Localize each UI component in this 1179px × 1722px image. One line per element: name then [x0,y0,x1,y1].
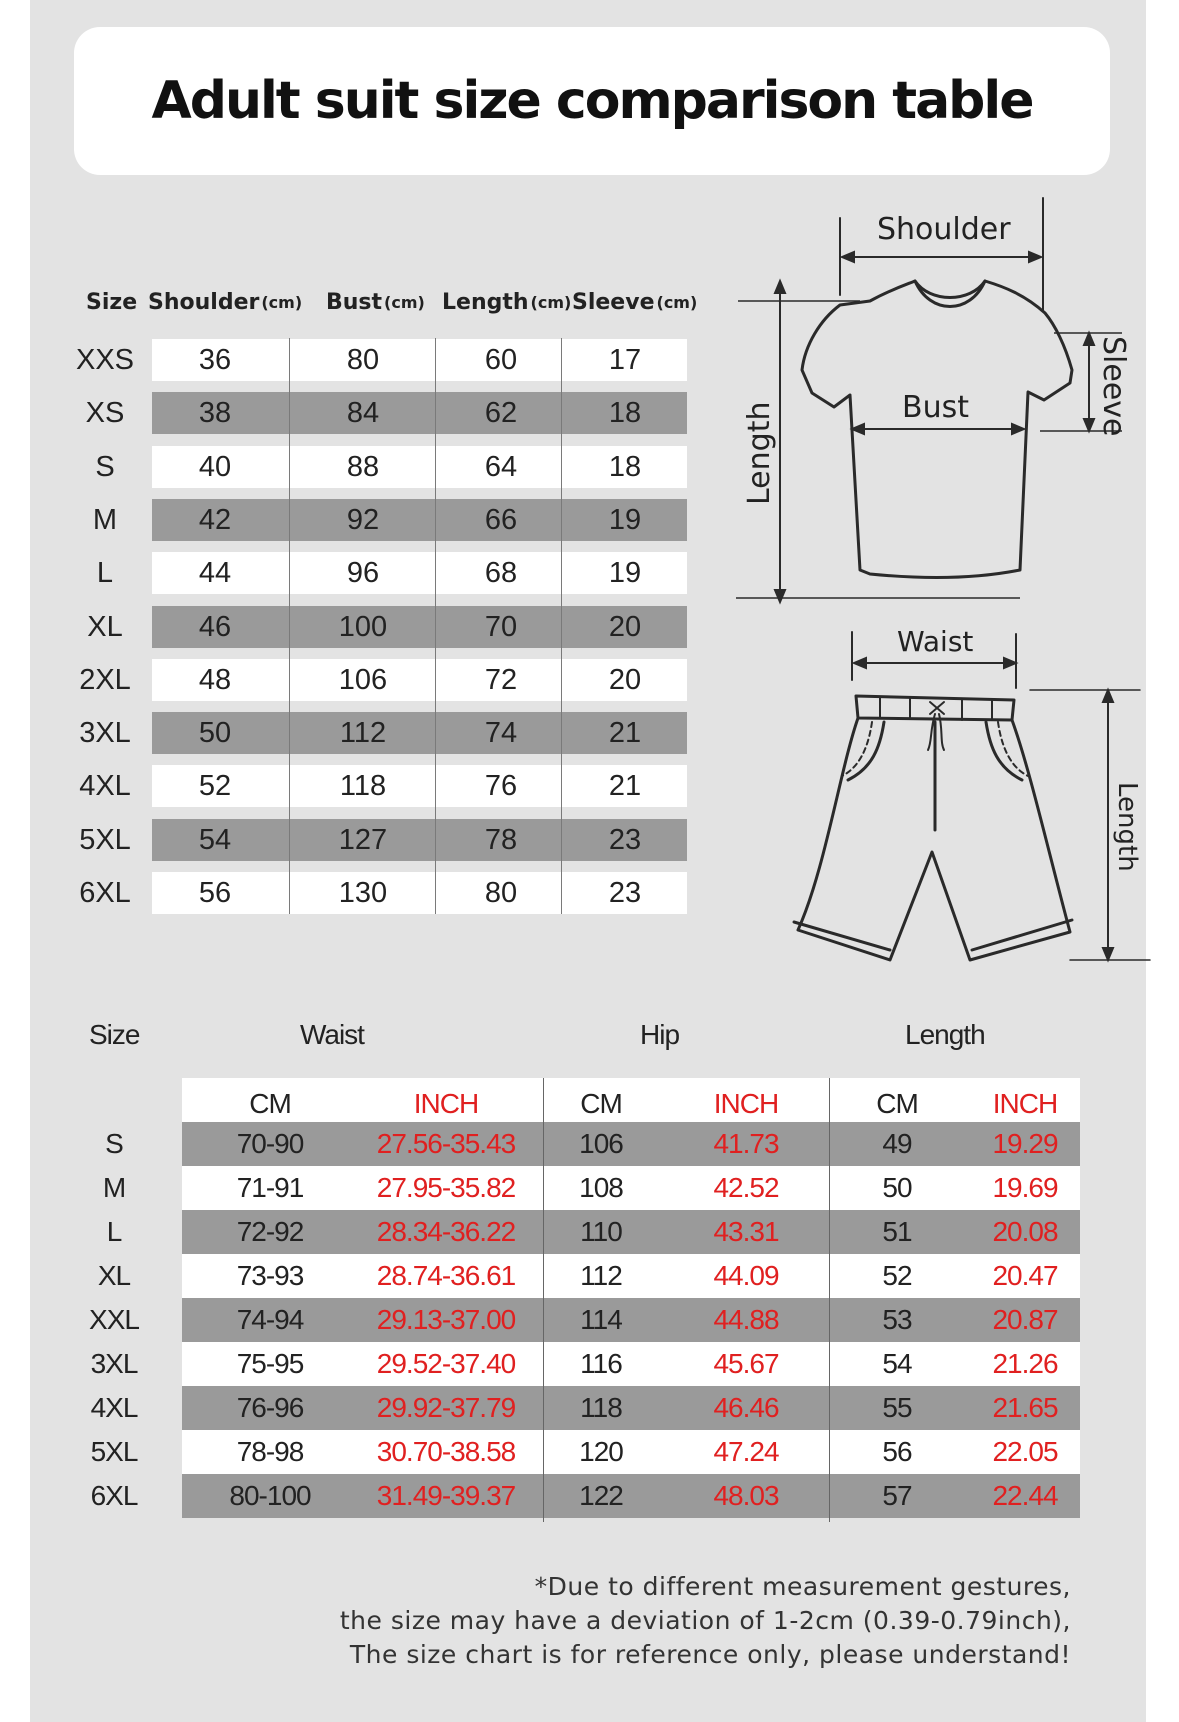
table-cell-sleeve: 23 [608,824,642,856]
table-cell-length-cm: 50 [882,1172,912,1203]
table-cell-waist-inch: 30.70-38.58 [376,1436,516,1467]
note-line: the size may have a deviation of 1-2cm (0.39-0.79inch), [339,1606,1071,1635]
header-label: Length [442,289,529,315]
unit-header: CM [876,1088,918,1119]
table-cell-hip-cm: 112 [580,1260,622,1291]
row-size-label: 3XL [79,717,131,749]
header-unit: (cm) [656,292,698,312]
table-cell-waist-cm: 72-92 [236,1216,304,1247]
disclaimer-note [340,1570,1071,1672]
column-divider [289,338,290,914]
table-cell-waist-inch: 31.49-39.37 [376,1480,516,1511]
table-cell-hip-inch: 46.46 [713,1392,779,1423]
table-cell-length: 76 [484,770,518,802]
table-cell-length: 68 [484,557,518,589]
table-cell-hip-cm: 116 [580,1348,622,1379]
header-label: Sleeve [572,289,655,315]
row-size-label: XXL [89,1304,139,1335]
table-cell-waist-cm: 74-94 [236,1304,304,1335]
table-cell-bust: 92 [346,504,380,536]
table-cell-waist-inch: 27.95-35.82 [376,1172,516,1203]
note-line: *Due to different measurement gestures, [534,1572,1071,1601]
row-size-label: XL [87,611,123,643]
column-divider [435,338,436,914]
table-cell-hip-cm: 106 [579,1128,623,1159]
top-table-header [326,281,425,323]
table-cell-length-cm: 53 [882,1304,912,1335]
table-cell-sleeve: 20 [608,664,642,696]
table-cell-bust: 106 [338,664,388,696]
table-cell-shoulder: 44 [198,557,232,589]
row-size-label: XL [97,1260,131,1291]
table-cell-length: 62 [484,397,518,429]
table-cell-waist-cm: 71-91 [236,1172,304,1203]
row-size-label: XS [85,397,125,429]
row-size-label: M [102,1172,126,1203]
table-cell-length: 70 [484,611,518,643]
header-label: Shoulder [148,289,260,315]
table-cell-shoulder: 40 [198,451,232,483]
row-size-label: XXS [75,344,135,376]
unit-header: INCH [413,1088,479,1119]
group-header: Length [905,1019,985,1050]
table-cell-sleeve: 21 [608,717,642,749]
table-cell-sleeve: 21 [608,770,642,802]
table-cell-length-inch: 21.26 [992,1348,1058,1379]
table-cell-sleeve: 19 [608,504,642,536]
table-cell-waist-inch: 29.52-37.40 [376,1348,516,1379]
header-label: Bust [326,289,383,315]
table-cell-waist-cm: 76-96 [236,1392,304,1423]
table-cell-waist-inch: 28.34-36.22 [376,1216,516,1247]
shirt-length-label: Length [742,401,777,505]
table-cell-waist-inch: 29.13-37.00 [376,1304,516,1335]
row-size-label: 3XL [90,1348,138,1379]
sleeve-label: Sleeve [1096,336,1131,437]
table-cell-waist-cm: 80-100 [229,1480,311,1511]
table-cell-shoulder: 38 [198,397,232,429]
table-cell-length-cm: 49 [882,1128,912,1159]
shoulder-label: Shoulder [877,212,1011,247]
table-cell-length-cm: 51 [882,1216,912,1247]
table-cell-shoulder: 52 [198,770,232,802]
table-cell-length-inch: 22.05 [992,1436,1058,1467]
table-cell-length-cm: 54 [882,1348,912,1379]
top-table-header [572,281,697,323]
table-cell-length: 74 [484,717,518,749]
row-size-label: 6XL [90,1480,138,1511]
table-cell-sleeve: 17 [608,344,642,376]
table-cell-hip-cm: 108 [579,1172,623,1203]
header-unit: (cm) [530,292,572,312]
row-size-label: L [96,557,114,589]
table-cell-waist-cm: 75-95 [236,1348,304,1379]
table-cell-length-inch: 20.08 [992,1216,1058,1247]
table-cell-waist-cm: 78-98 [236,1436,304,1467]
table-cell-bust: 96 [346,557,380,589]
table-cell-waist-cm: 70-90 [236,1128,304,1159]
table-cell-sleeve: 23 [608,877,642,909]
table-cell-bust: 112 [339,717,387,749]
column-divider [543,1078,544,1522]
table-cell-bust: 84 [346,397,380,429]
table-cell-bust: 100 [338,611,388,643]
table-cell-sleeve: 19 [608,557,642,589]
table-cell-length-inch: 19.29 [992,1128,1058,1159]
table-cell-length: 66 [484,504,518,536]
row-size-label: 2XL [79,664,131,696]
table-cell-hip-cm: 122 [579,1480,623,1511]
shorts-diagram [780,630,1160,975]
table-cell-bust: 127 [338,824,388,856]
table-cell-hip-inch: 43.31 [713,1216,779,1247]
note-line: The size chart is for reference only, please understand! [349,1640,1071,1669]
row-size-label: 5XL [90,1436,138,1467]
table-cell-shoulder: 48 [198,664,232,696]
table-cell-waist-inch: 28.74-36.61 [376,1260,516,1291]
table-cell-bust: 80 [346,344,380,376]
table-cell-sleeve: 18 [608,397,642,429]
table-cell-sleeve: 18 [608,451,642,483]
table-cell-length-cm: 55 [882,1392,912,1423]
row-size-label: 4XL [90,1392,138,1423]
waist-label: Waist [897,625,974,658]
top-table-header [148,281,302,323]
column-divider [829,1078,830,1522]
table-cell-shoulder: 36 [198,344,232,376]
page-title: Adult suit size comparison table [151,71,1033,131]
table-cell-length-inch: 20.87 [992,1304,1058,1335]
table-cell-hip-cm: 114 [580,1304,622,1335]
table-cell-waist-cm: 73-93 [236,1260,304,1291]
table-cell-waist-inch: 27.56-35.43 [376,1128,516,1159]
table-cell-hip-inch: 45.67 [713,1348,779,1379]
table-cell-length-cm: 52 [882,1260,912,1291]
table-cell-length: 72 [484,664,518,696]
table-cell-hip-inch: 44.88 [713,1304,779,1335]
table-cell-shoulder: 56 [198,877,232,909]
table-cell-length: 60 [484,344,518,376]
table-cell-hip-cm: 110 [580,1216,622,1247]
row-size-label: 5XL [79,824,131,856]
table-cell-length-cm: 56 [882,1436,912,1467]
table-cell-hip-inch: 47.24 [713,1436,779,1467]
table-cell-shoulder: 46 [198,611,232,643]
table-cell-length-cm: 57 [882,1480,912,1511]
header-label: Size [86,289,138,315]
row-size-label: M [92,504,118,536]
table-cell-length-inch: 19.69 [992,1172,1058,1203]
table-cell-sleeve: 20 [608,611,642,643]
column-divider [561,338,562,914]
top-table-header [86,281,137,323]
table-cell-shoulder: 42 [198,504,232,536]
row-size-label: 6XL [79,877,131,909]
row-size-label: S [95,451,115,483]
table-cell-length: 78 [484,824,518,856]
row-size-label: L [106,1216,122,1247]
group-header: Waist [300,1019,364,1050]
table-cell-hip-inch: 44.09 [713,1260,779,1291]
table-cell-hip-cm: 118 [580,1392,622,1423]
top-table-header [442,281,571,323]
unit-header: CM [580,1088,622,1119]
table-cell-hip-inch: 41.73 [713,1128,779,1159]
table-cell-hip-inch: 48.03 [713,1480,779,1511]
size-header: Size [89,1019,140,1050]
group-header: Hip [640,1019,680,1050]
table-cell-bust: 130 [338,877,388,909]
unit-header: CM [249,1088,291,1119]
header-unit: (cm) [261,292,303,312]
table-cell-length-inch: 22.44 [992,1480,1058,1511]
table-cell-hip-inch: 42.52 [713,1172,779,1203]
table-cell-length-inch: 21.65 [992,1392,1058,1423]
title-card [74,27,1110,175]
shorts-length-label: Length [1112,782,1142,872]
unit-header: INCH [713,1088,779,1119]
table-cell-hip-cm: 120 [579,1436,623,1467]
table-cell-waist-inch: 29.92-37.79 [376,1392,516,1423]
table-cell-length-inch: 20.47 [992,1260,1058,1291]
table-cell-shoulder: 54 [198,824,232,856]
table-cell-bust: 88 [346,451,380,483]
unit-header: INCH [992,1088,1058,1119]
bust-label: Bust [902,390,969,425]
table-cell-shoulder: 50 [198,717,232,749]
table-cell-length: 80 [484,877,518,909]
table-cell-bust: 118 [339,770,387,802]
header-unit: (cm) [384,292,425,312]
row-size-label: S [105,1128,123,1159]
row-size-label: 4XL [79,770,131,802]
table-cell-length: 64 [484,451,518,483]
